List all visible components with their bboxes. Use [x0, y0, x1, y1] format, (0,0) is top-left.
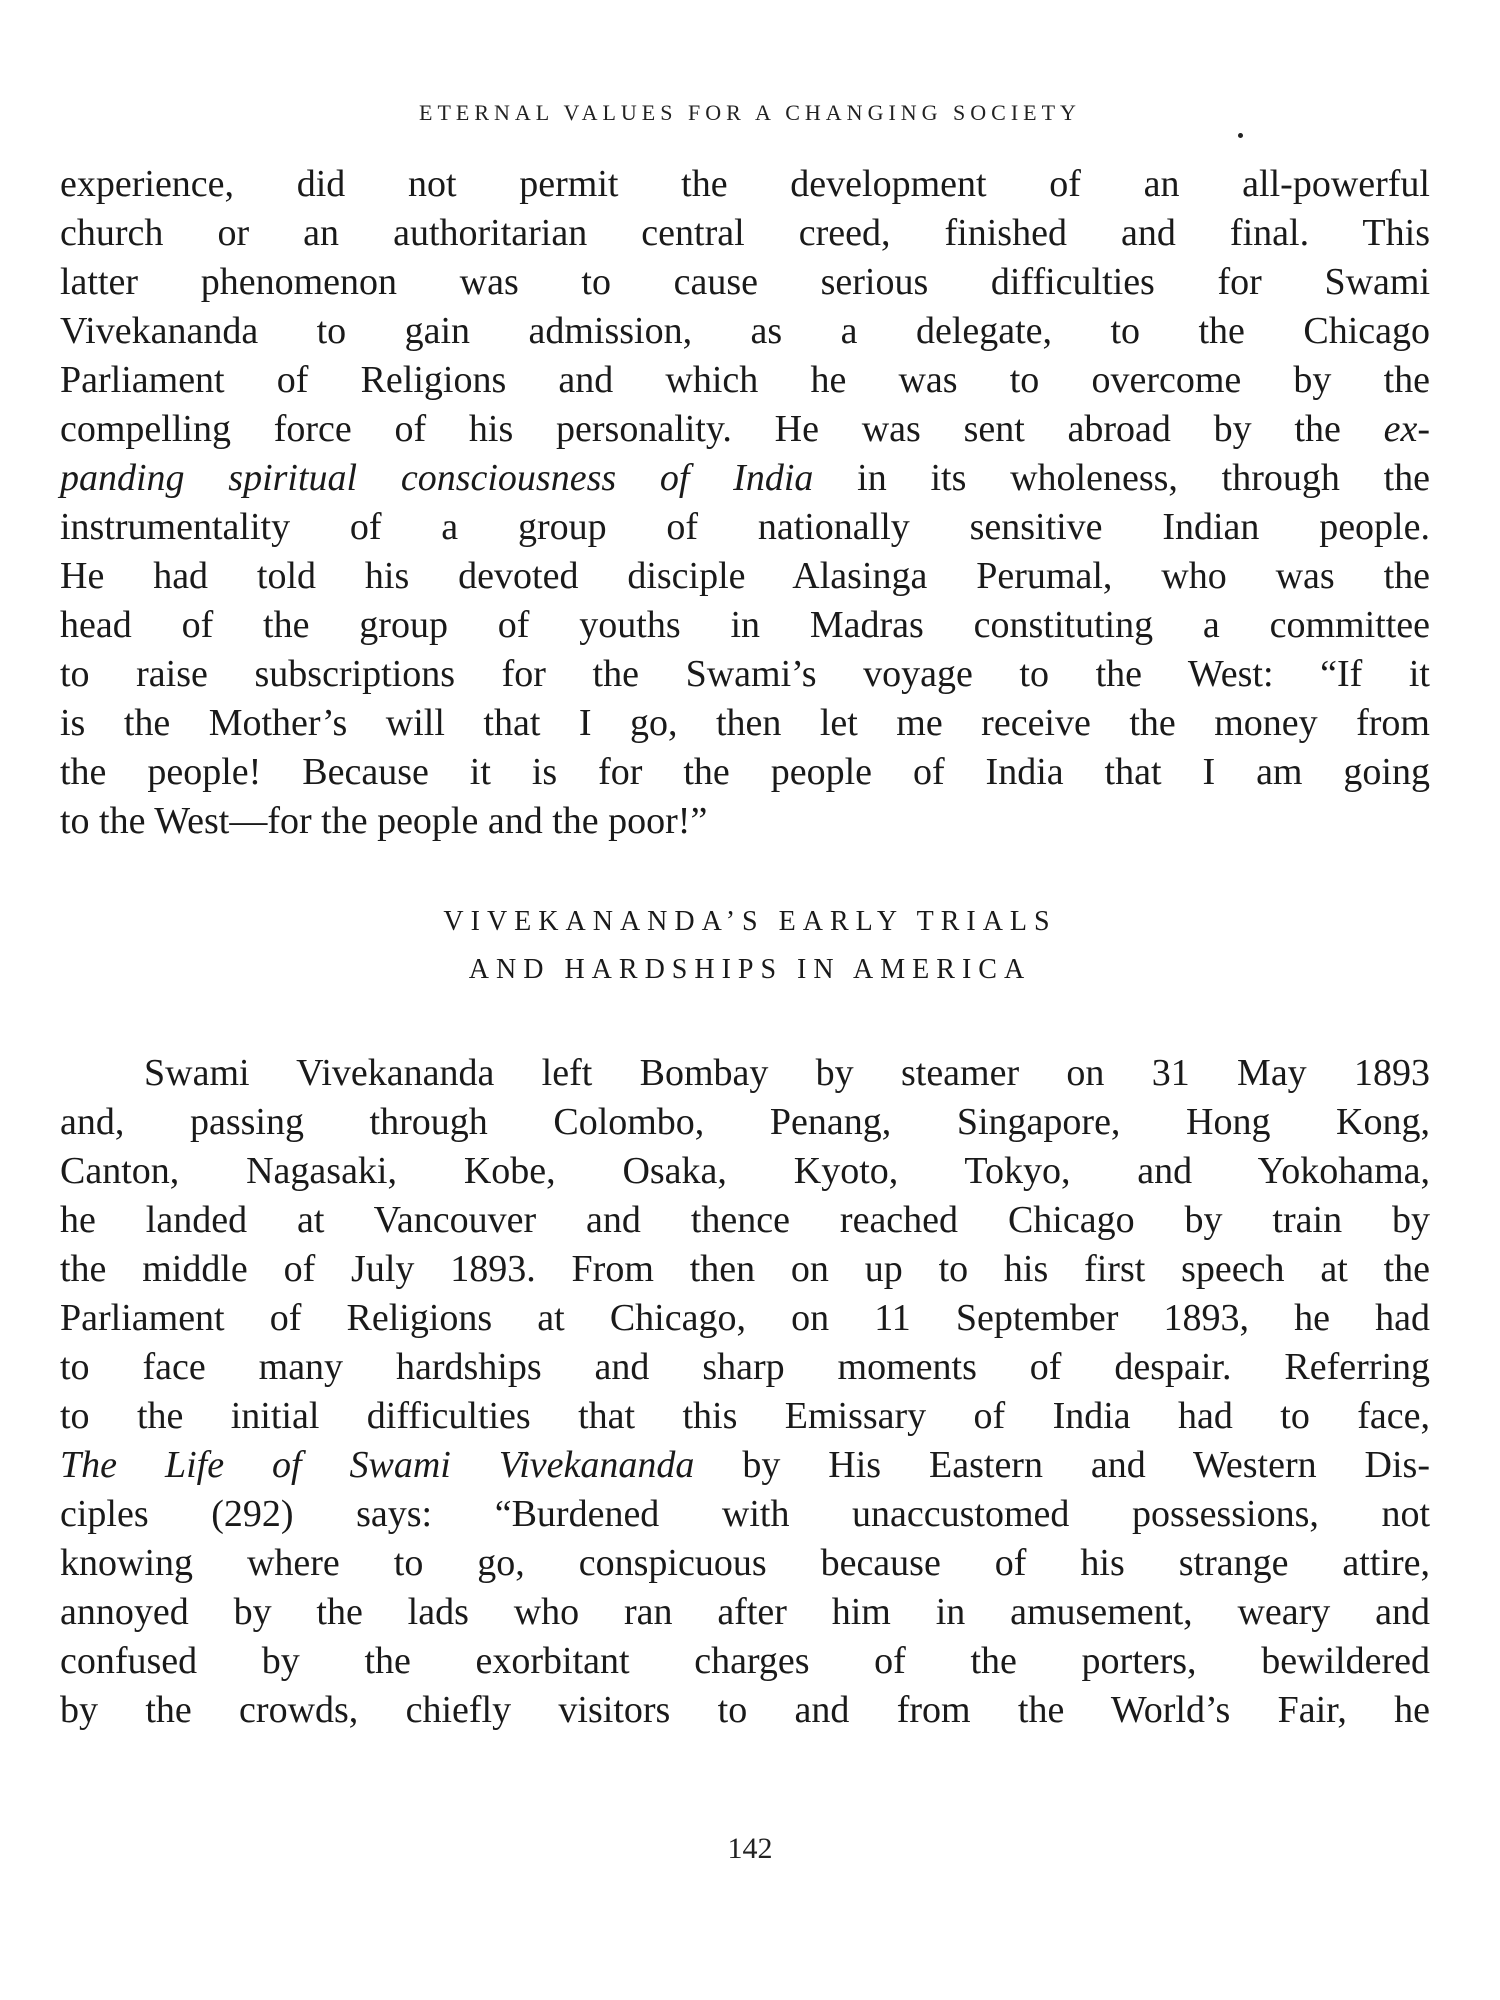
- paragraph-line: Parliament of Religions at Chicago, on 11 September 1893, he had: [60, 1297, 1430, 1339]
- paragraph-line: church or an authoritarian central creed, finished and final. This: [60, 212, 1430, 254]
- running-head-dot: [1238, 133, 1243, 138]
- paragraph-line: he landed at Vancouver and thence reached Chicago by train by: [60, 1199, 1430, 1241]
- paragraph-line: knowing where to go, conspicuous because of his strange attire,: [60, 1542, 1430, 1584]
- section-heading-line-2: AND HARDSHIPS IN AMERICA: [468, 954, 1032, 985]
- paragraph-line: experience, did not permit the development of an all-powerful: [60, 163, 1430, 205]
- paragraph-line: to face many hardships and sharp moments of despair. Referring: [60, 1346, 1430, 1388]
- book-title: The Life of Swami Vivekananda: [60, 1444, 695, 1486]
- paragraph-line: Parliament of Religions and which he was to overcome by the: [60, 359, 1430, 401]
- paragraph-line: the middle of July 1893. From then on up to his first speech at the: [60, 1248, 1430, 1290]
- line-text: compelling force of his personality. He was sent abroad by the: [60, 408, 1341, 450]
- paragraph-line: annoyed by the lads who ran after him in amusement, weary and: [60, 1591, 1430, 1633]
- paragraph-line: by the crowds, chiefly visitors to and from the World’s Fair, he: [60, 1689, 1430, 1731]
- paragraph-line: head of the group of youths in Madras constituting a committee: [60, 604, 1430, 646]
- line-text: by His Eastern and Western Dis-: [742, 1444, 1430, 1486]
- paragraph-line: [60, 405, 1430, 454]
- paragraph-line: latter phenomenon was to cause serious difficulties for Swami: [60, 261, 1430, 303]
- italic-phrase-part-2: panding spiritual consciousness of India: [60, 457, 814, 499]
- paragraph-line: the people! Because it is for the people of India that I am going: [60, 751, 1430, 793]
- italic-phrase-part-1: ex-: [1383, 408, 1431, 450]
- paragraph-line: is the Mother’s will that I go, then let me receive the money from: [60, 702, 1430, 744]
- paragraph-line: to raise subscriptions for the Swami’s voyage to the West: “If it: [60, 653, 1430, 695]
- paragraph-line: to the West—for the people and the poor!”: [60, 800, 708, 842]
- paragraph-line: Swami Vivekananda left Bombay by steamer on 31 May 1893: [144, 1052, 1430, 1094]
- page-number: 142: [727, 1832, 773, 1865]
- section-heading-line-1: VIVEKANANDA’S EARLY TRIALS: [443, 906, 1057, 937]
- paragraph-line: [60, 454, 1430, 503]
- paragraph-1: [60, 160, 1430, 846]
- paragraph-line: to the initial difficulties that this Emissary of India had to face,: [60, 1395, 1430, 1437]
- paragraph-line: instrumentality of a group of nationally sensitive Indian people.: [60, 506, 1430, 548]
- paragraph-line: He had told his devoted disciple Alasinga Perumal, who was the: [60, 555, 1430, 597]
- paragraph-line: Canton, Nagasaki, Kobe, Osaka, Kyoto, Tokyo, and Yokohama,: [60, 1150, 1430, 1192]
- paragraph-2: [60, 1049, 1430, 1735]
- paragraph-line: Vivekananda to gain admission, as a delegate, to the Chicago: [60, 310, 1430, 352]
- paragraph-line: [60, 1441, 1430, 1490]
- paragraph-line: ciples (292) says: “Burdened with unaccustomed possessions, not: [60, 1493, 1430, 1535]
- line-text: in its wholeness, through the: [857, 457, 1431, 499]
- paragraph-line: confused by the exorbitant charges of the porters, bewildered: [60, 1640, 1430, 1682]
- running-head: ETERNAL VALUES FOR A CHANGING SOCIETY: [419, 100, 1081, 125]
- paragraph-line: and, passing through Colombo, Penang, Singapore, Hong Kong,: [60, 1101, 1430, 1143]
